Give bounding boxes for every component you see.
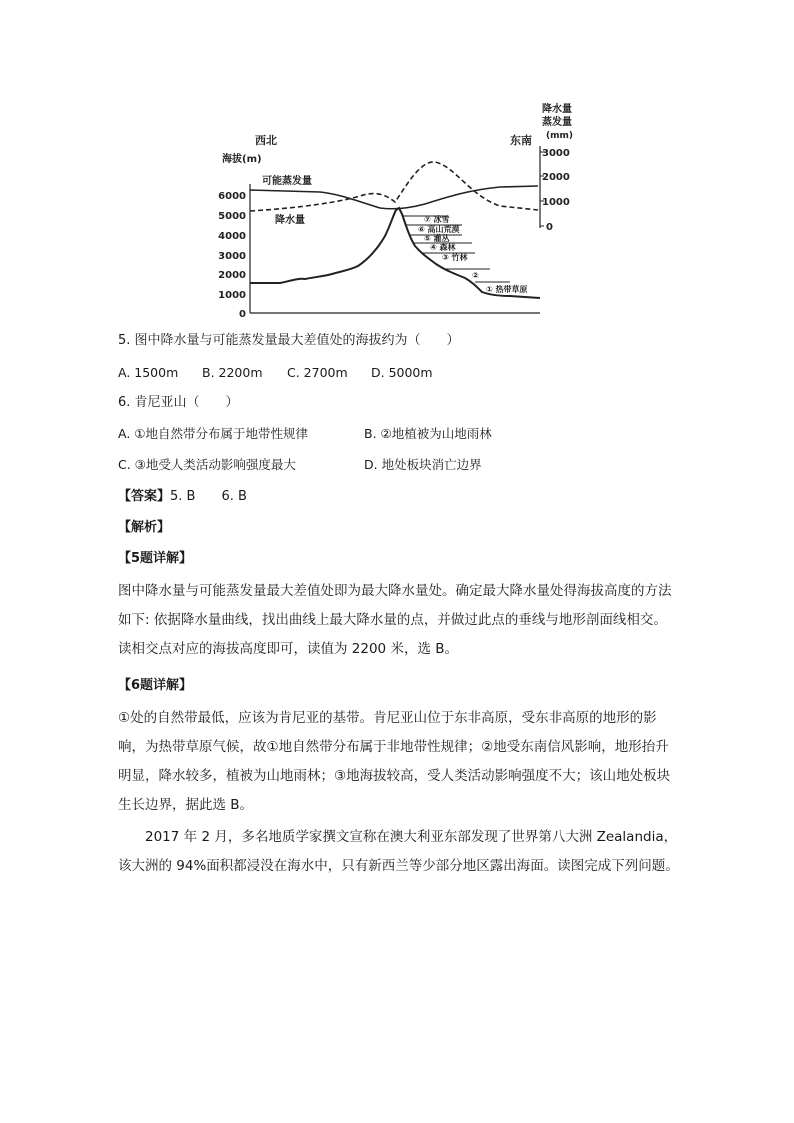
q5-detail-label: 【5题详解】 (118, 551, 193, 566)
q5-detail-text: 图中降水量与可能蒸发量最大差值处即为最大降水量处。确定最大降水量处得海拔高度的方法如下: 依据降水量曲线，找出曲线上最大降水量的点，并做过此点的垂线与地形剖面线相交。读相交点对应的海拔高度即可，读值为 2200 米，选 B。 (118, 583, 672, 657)
question-6-option-c: C. ③地受人类活动影响强度最大 (118, 457, 296, 472)
zealandia-intro: 2017 年 2 月，多名地质学家撰文宣称在澳大利亚东部发现了世界第八大洲 Zealandia，该大洲的 94%面积都浸没在海水中，只有新西兰等少部分地区露出海面。读图完成下列问题。 (118, 829, 679, 874)
right-tick-labels (542, 148, 570, 233)
left-axis-title: 海拔(m) (222, 154, 262, 165)
question-5-option-d: D. 5000m (371, 365, 433, 380)
question-6-stem: 6. 肯尼亚山（ ） (118, 395, 239, 410)
q6-detail-text: ①处的自然带最低，应该为肯尼亚的基带。肯尼亚山位于东非高原，受东非高原的地形的影响，为热带草原气候，故①地自然带分布属于非地带性规律；②地受东南信风影响，地形抬升明显，降水较多，植被为山地雨林；③地海拔较高，受人类活动影响强度不大；该山地处板块生长边界，据此选 B。 (118, 710, 671, 813)
question-5-option-a: A. 1500m (118, 365, 179, 380)
left-tick-2000: 2000 (218, 270, 246, 281)
mountain-profile-figure (210, 98, 573, 323)
question-5-option-c: C. 2700m (287, 365, 348, 380)
evaporation-label: 可能蒸发量 (262, 176, 312, 187)
zone-labels (418, 214, 528, 294)
left-tick-4000: 4000 (218, 231, 246, 242)
left-tick-6000: 6000 (218, 191, 246, 202)
right-tick-1000: 1000 (542, 197, 570, 208)
label-northwest: 西北 (255, 134, 277, 147)
answer-line (118, 487, 247, 507)
zone-1-label: ① 热带草原 (486, 285, 528, 294)
answer-label: 【答案】 (118, 489, 171, 504)
left-tick-0: 0 (239, 309, 246, 320)
question-6-option-a: A. ①地自然带分布属于地带性规律 (118, 426, 308, 441)
left-tick-labels (218, 191, 246, 320)
right-axis-title-2: 蒸发量 (542, 117, 572, 128)
precipitation-label: 降水量 (275, 215, 305, 226)
right-tick-0: 0 (546, 222, 553, 233)
profile-chart (210, 98, 573, 323)
label-southeast: 东南 (510, 134, 532, 147)
right-tick-3000: 3000 (542, 148, 570, 159)
analysis-label: 【解析】 (118, 520, 171, 535)
zone-3-label: ③ 竹林 (442, 253, 468, 262)
left-tick-3000: 3000 (218, 251, 246, 262)
left-tick-5000: 5000 (218, 211, 246, 222)
zone-6-label: ⑥ 高山荒漠 (418, 225, 460, 234)
zone-5-label: ⑤ 灌丛 (424, 234, 450, 243)
question-6-option-d: D. 地处板块消亡边界 (364, 457, 482, 472)
evaporation-curve (250, 186, 538, 209)
left-tick-1000: 1000 (218, 290, 246, 301)
question-6-option-b: B. ②地植被为山地雨林 (364, 426, 492, 441)
question-5-stem: 5. 图中降水量与可能蒸发量最大差值处的海拔约为（ ） (118, 333, 460, 348)
q6-detail-label: 【6题详解】 (118, 678, 193, 693)
zone-7-label: ⑦ 冰雪 (424, 215, 450, 224)
right-axis-title-1: 降水量 (542, 104, 572, 115)
zone-2-label: ② (472, 271, 479, 280)
question-5-option-b: B. 2200m (202, 365, 263, 380)
right-axis-unit: (mm) (546, 131, 573, 141)
right-tick-2000: 2000 (542, 172, 570, 183)
zone-4-label: ④ 森林 (430, 243, 456, 252)
answer-text: 5. B 6. B (170, 489, 247, 504)
